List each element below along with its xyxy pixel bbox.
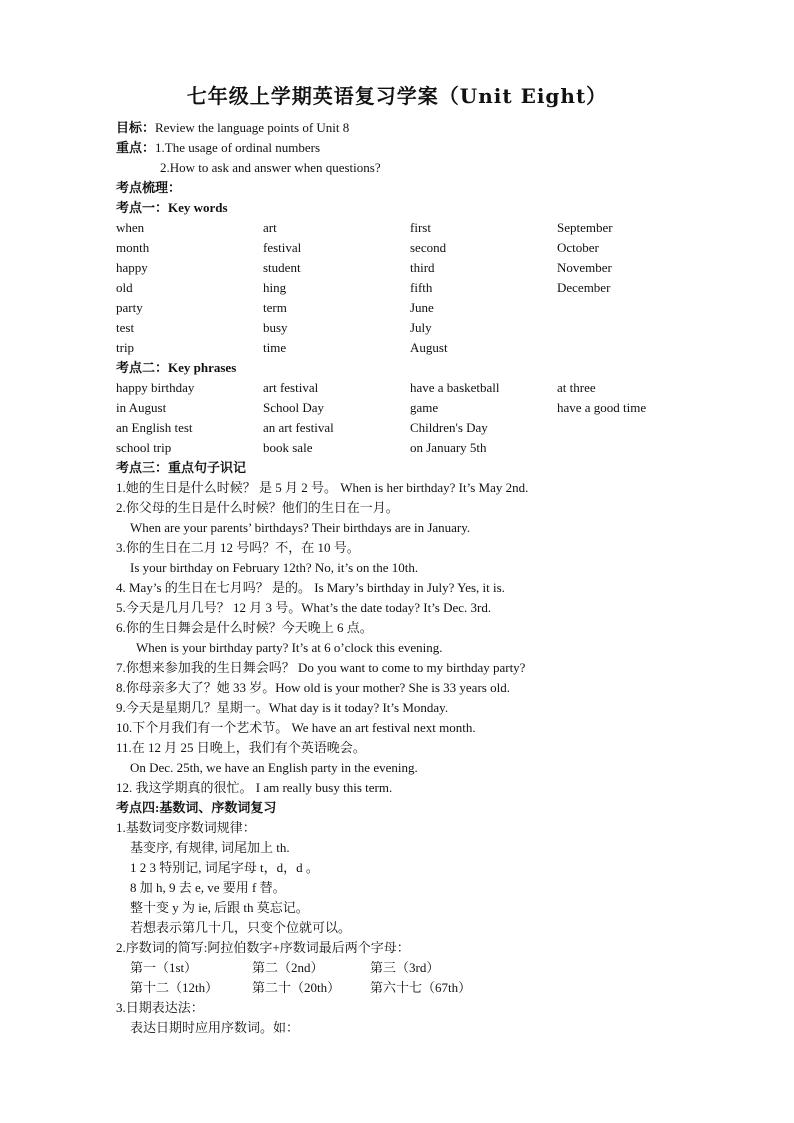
key-word: July bbox=[410, 320, 432, 335]
ordinal-example: 第六十七（67th） bbox=[370, 980, 472, 995]
outline-heading: 考点梳理： bbox=[116, 180, 182, 195]
sentence-2-translation: When are your parents’ birthdays? Their birthdays are in January. bbox=[130, 520, 471, 535]
key-phrase: have a basketball bbox=[410, 380, 500, 395]
ordinal-example: 第十二（12th） bbox=[130, 980, 219, 995]
rule-heading-1: 1.基数词变序数词规律： bbox=[116, 820, 256, 835]
key-phrase: School Day bbox=[263, 400, 325, 415]
key-word: December bbox=[557, 280, 611, 295]
section1-heading: 考点一：Key words bbox=[116, 200, 228, 215]
key-phrase bbox=[557, 418, 717, 438]
key-word: old bbox=[116, 280, 133, 295]
sentence-11-translation: On Dec. 25th, we have an English party in the evening. bbox=[130, 760, 418, 775]
section4-heading: 考点四:基数词、序数词复习 bbox=[116, 800, 277, 815]
section3-heading: 考点三：重点句子识记 bbox=[116, 460, 247, 475]
goal-line bbox=[116, 118, 716, 138]
rule-line-5: 若想表示第几十几，只变个位就可以。 bbox=[130, 920, 352, 935]
rule-line-4: 整十变 y 为 ie, 后跟 th 莫忘记。 bbox=[130, 900, 309, 915]
key-phrase: school trip bbox=[116, 440, 172, 455]
key-phrase: Children's Day bbox=[410, 420, 488, 435]
sentence-12: 12. 我这学期真的很忙。 I am really busy this term. bbox=[116, 780, 393, 795]
ordinal-example: 第三（3rd） bbox=[370, 960, 440, 975]
rule-heading-3: 3.日期表达法： bbox=[116, 1000, 204, 1015]
key-phrase: an art festival bbox=[263, 420, 334, 435]
key-word: busy bbox=[263, 320, 288, 335]
key-words-table bbox=[116, 218, 716, 358]
key-phrase: an English test bbox=[116, 420, 193, 435]
goal-label: 目标： bbox=[116, 120, 156, 135]
rule-line-1: 基变序, 有规律, 词尾加上 th. bbox=[130, 840, 290, 855]
ordinal-examples bbox=[116, 958, 716, 998]
key-phrase bbox=[557, 438, 717, 458]
key-word: September bbox=[557, 220, 613, 235]
sentence-11: 11.在 12 月 25 日晚上，我们有个英语晚会。 bbox=[116, 740, 366, 755]
key-phrases-table bbox=[116, 378, 716, 458]
focus-item-2: 2.How to ask and answer when questions? bbox=[160, 160, 381, 175]
key-word bbox=[557, 338, 717, 358]
key-phrase: on January 5th bbox=[410, 440, 487, 455]
key-word: second bbox=[410, 240, 447, 255]
key-phrase: art festival bbox=[263, 380, 319, 395]
key-word: party bbox=[116, 300, 143, 315]
rule-line-3: 8 加 h, 9 去 e, ve 要用 f 替。 bbox=[130, 880, 286, 895]
ordinal-example: 第一（1st） bbox=[130, 960, 198, 975]
focus-line bbox=[116, 138, 716, 158]
key-word: test bbox=[116, 320, 135, 335]
key-phrase: happy birthday bbox=[116, 380, 195, 395]
key-word: art bbox=[263, 220, 277, 235]
key-word: third bbox=[410, 260, 435, 275]
focus-item-1: 1.The usage of ordinal numbers bbox=[155, 140, 320, 155]
key-word: hing bbox=[263, 280, 287, 295]
sentence-6-translation: When is your birthday party? It’s at 6 o’clock this evening. bbox=[136, 640, 443, 655]
key-word: June bbox=[410, 300, 434, 315]
key-phrase: book sale bbox=[263, 440, 313, 455]
key-phrase: game bbox=[410, 400, 439, 415]
key-word: August bbox=[410, 340, 448, 355]
sentence-9: 9.今天是星期几？星期一。What day is it today? It’s Monday. bbox=[116, 700, 449, 715]
sentence-3: 3.你的生日在二月 12 号吗？不，在 10 号。 bbox=[116, 540, 360, 555]
key-word: when bbox=[116, 220, 145, 235]
rule-line-date: 表达日期时应用序数词。如： bbox=[130, 1020, 300, 1035]
key-word: happy bbox=[116, 260, 148, 275]
key-word: time bbox=[263, 340, 287, 355]
sentence-10: 10.下个月我们有一个艺术节。 We have an art festival next month. bbox=[116, 720, 476, 735]
sentence-5: 5.今天是几月几号？ 12 月 3 号。What’s the date today? It’s Dec. 3rd. bbox=[116, 600, 492, 615]
key-phrase: at three bbox=[557, 380, 596, 395]
key-phrase: have a good time bbox=[557, 400, 647, 415]
key-word: month bbox=[116, 240, 150, 255]
key-word: first bbox=[410, 220, 431, 235]
sentence-1: 1.她的生日是什么时候？ 是 5 月 2 号。 When is her birthday? It’s May 2nd. bbox=[116, 480, 529, 495]
key-phrase: in August bbox=[116, 400, 167, 415]
key-word bbox=[557, 318, 717, 338]
sentence-6: 6.你的生日舞会是什么时候？今天晚上 6 点。 bbox=[116, 620, 373, 635]
key-word: October bbox=[557, 240, 599, 255]
sentence-7: 7.你想来参加我的生日舞会吗？ Do you want to come to my birthday party? bbox=[116, 660, 526, 675]
document-body bbox=[116, 118, 716, 1038]
key-word bbox=[557, 298, 717, 318]
sentence-8: 8.你母亲多大了？她 33 岁。How old is your mother? She is 33 years old. bbox=[116, 680, 510, 695]
sentence-3-translation: Is your birthday on February 12th? No, it’s on the 10th. bbox=[130, 560, 419, 575]
sentence-2: 2.你父母的生日是什么时候？他们的生日在一月。 bbox=[116, 500, 399, 515]
key-word: student bbox=[263, 260, 301, 275]
ordinal-example: 第二（2nd） bbox=[252, 960, 324, 975]
rule-line-2: 1 2 3 特别记, 词尾字母 t，d，d 。 bbox=[130, 860, 319, 875]
ordinal-example: 第二十（20th） bbox=[252, 980, 341, 995]
key-word: festival bbox=[263, 240, 302, 255]
sentence-4: 4. May’s 的生日在七月吗？ 是的。 Is Mary’s birthday in July? Yes, it is. bbox=[116, 580, 505, 595]
key-word: term bbox=[263, 300, 287, 315]
section2-heading: 考点二：Key phrases bbox=[116, 360, 237, 375]
goal-text: Review the language points of Unit 8 bbox=[155, 120, 350, 135]
focus-label: 重点： bbox=[116, 140, 156, 155]
key-word: trip bbox=[116, 340, 135, 355]
rule-heading-2: 2.序数词的简写:阿拉伯数字+序数词最后两个字母： bbox=[116, 940, 410, 955]
key-word: November bbox=[557, 260, 612, 275]
page-title: 七年级上学期英语复习学案（Unit Eight） bbox=[186, 84, 608, 108]
key-word: fifth bbox=[410, 280, 433, 295]
